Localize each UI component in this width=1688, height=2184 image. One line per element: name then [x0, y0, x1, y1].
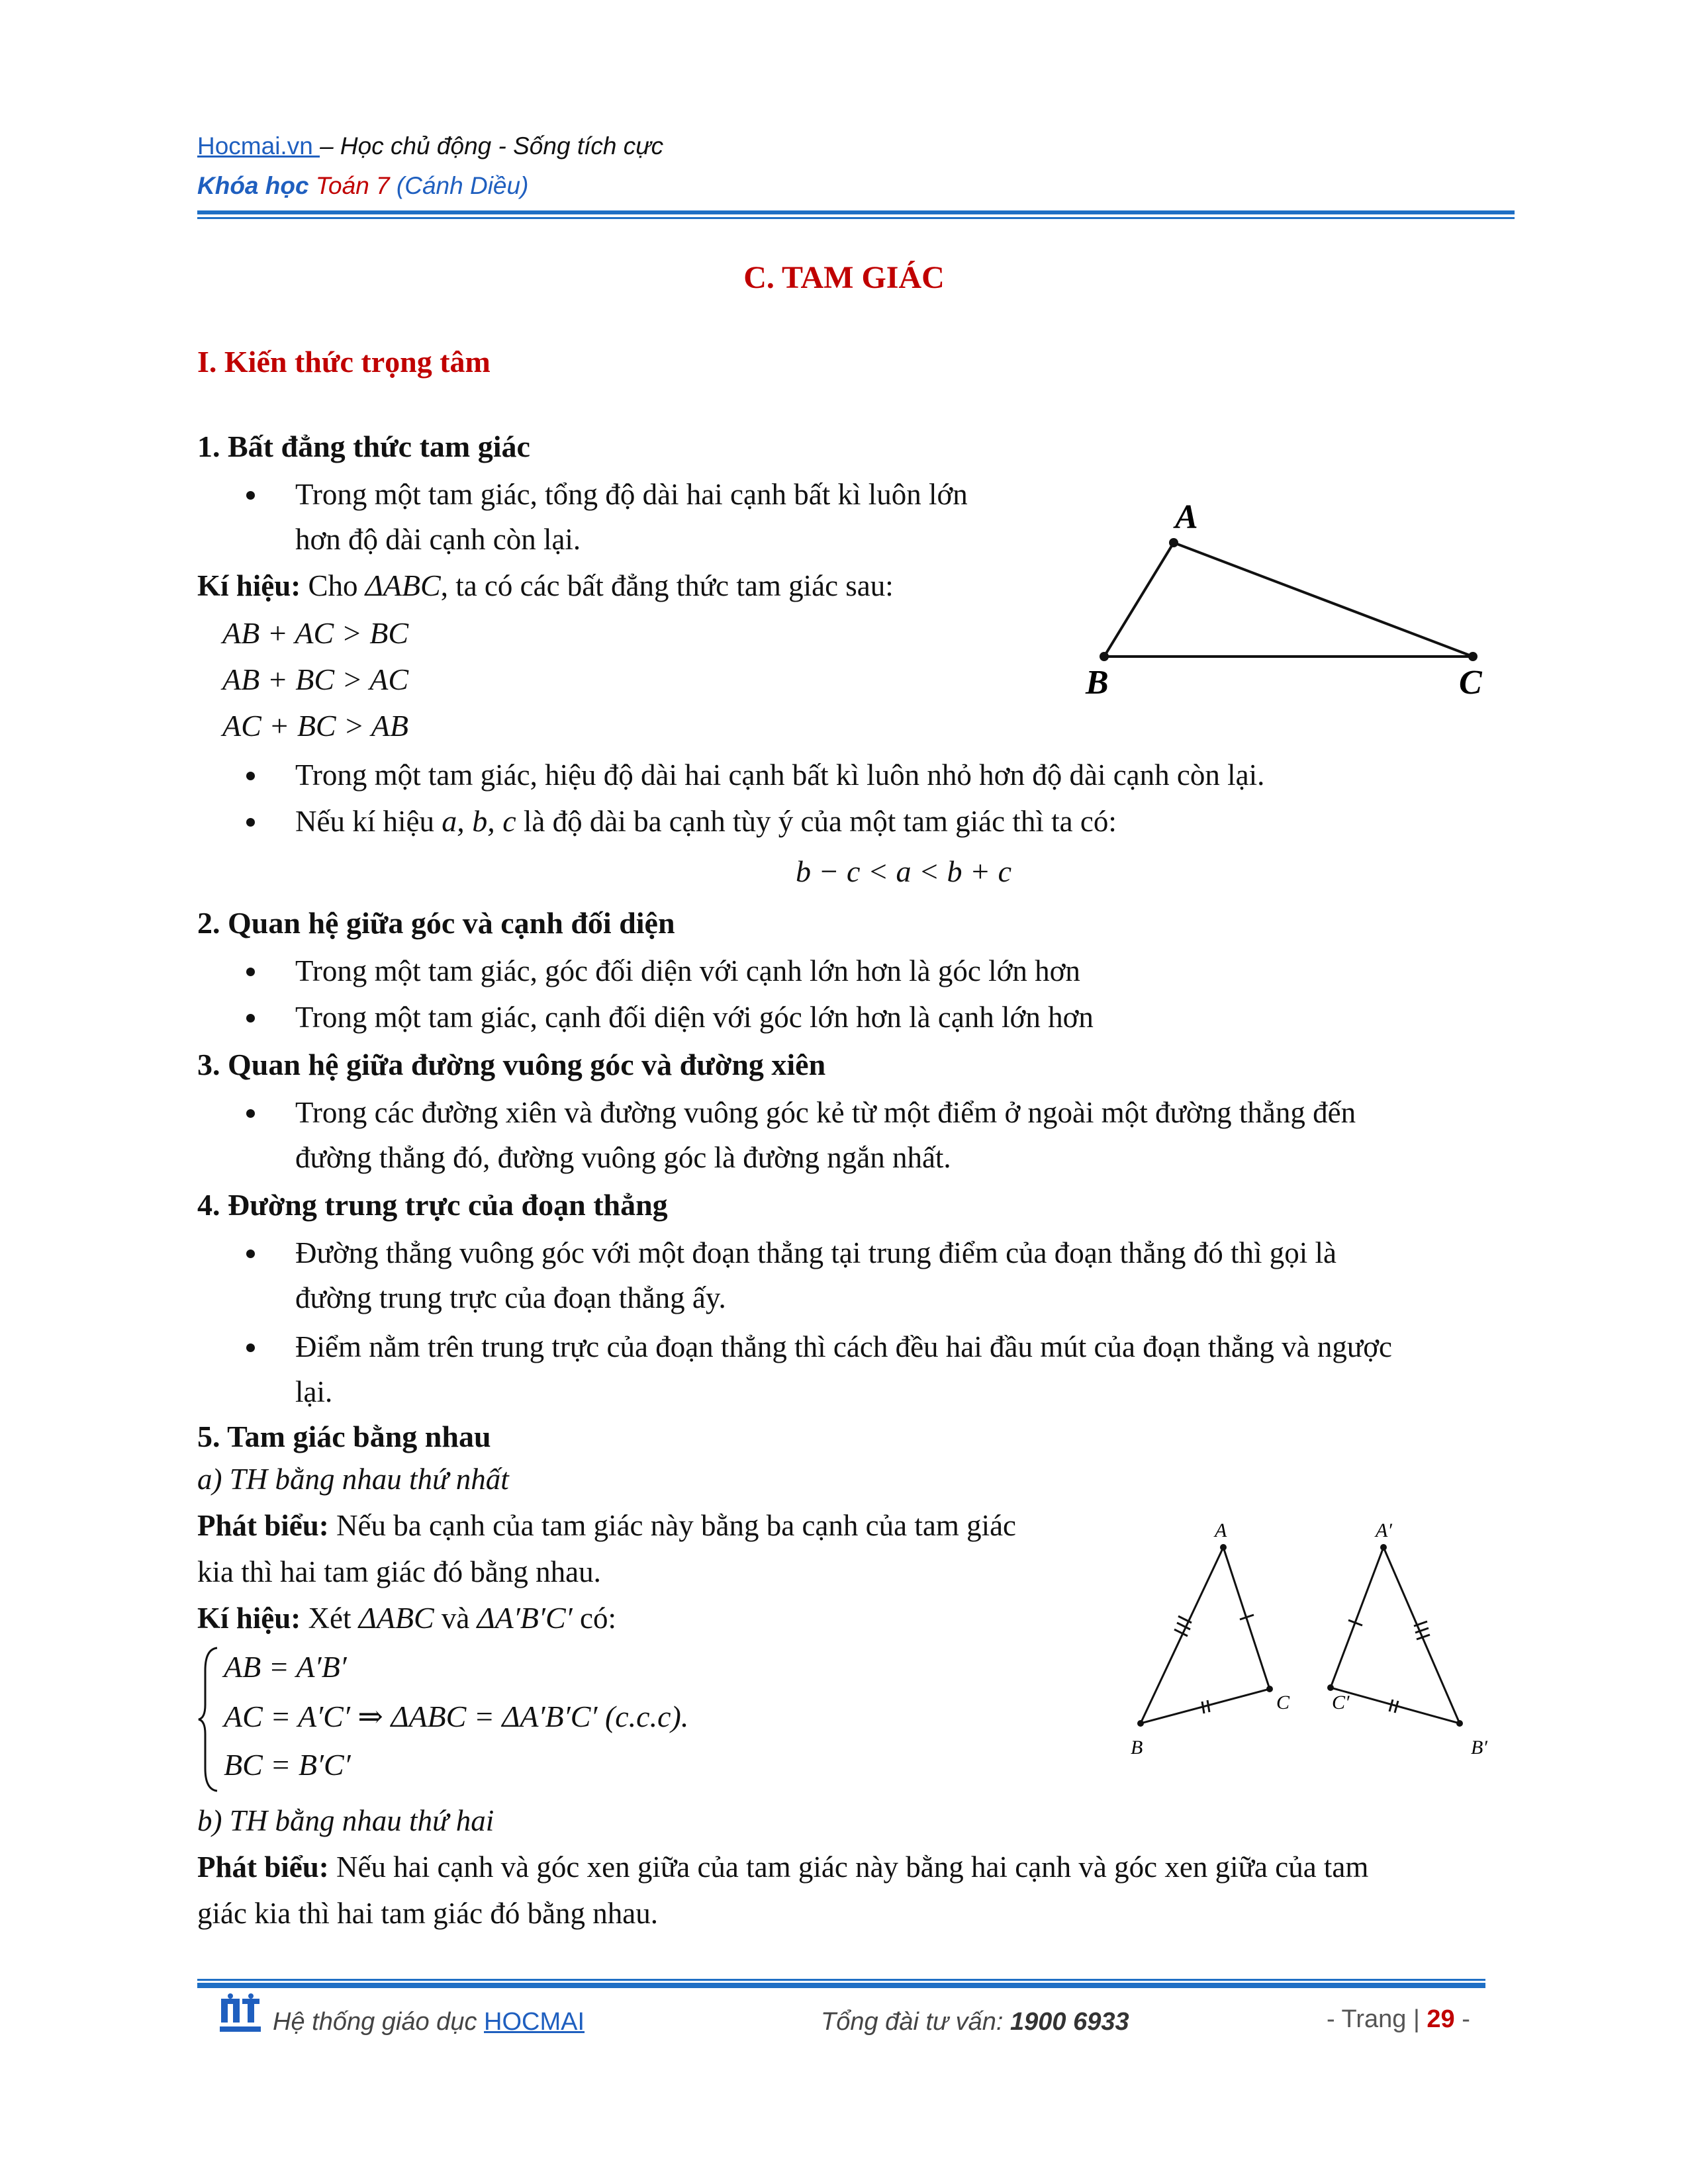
vertex-b — [1100, 652, 1109, 661]
case-a-heading: a) TH bằng nhau thứ nhất — [197, 1463, 509, 1496]
page-number: 29 — [1427, 2005, 1455, 2033]
s1-bullet1-line2: hơn độ dài cạnh còn lại. — [295, 523, 581, 556]
inequality-1: AB + AC > BC — [222, 616, 409, 650]
footer-rule-thin — [197, 1979, 1485, 1981]
formula-triangle-inequality: b − c < a < b + c — [796, 854, 1011, 888]
vertex-c-small — [1266, 1686, 1273, 1692]
system-result: ⇒ ΔABC = ΔA′B′C′ — [357, 1700, 598, 1733]
footer-rule-thick — [197, 1983, 1485, 1988]
kh-t1: ΔABC — [358, 1601, 434, 1635]
s3-bullet1-line2: đường thẳng đó, đường vuông góc là đường ngắn nhất. — [295, 1141, 951, 1174]
course-edition: (Cánh Diều) — [396, 172, 529, 199]
system-case: (c.c.c). — [604, 1700, 689, 1733]
s1-bullet1-line1: Trong một tam giác, tổng độ dài hai cạnh bất kì luôn lớn — [295, 478, 968, 511]
hotline-number: 1900 6933 — [1010, 2008, 1129, 2036]
heading-s3: 3. Quan hệ giữa đường vuông góc và đường xiên — [197, 1048, 826, 1081]
inequality-2: AB + BC > AC — [222, 662, 409, 696]
kh-t2: ΔA′B′C′ — [477, 1601, 573, 1635]
heading-s2: 2. Quan hệ giữa góc và cạnh đối diện — [197, 906, 675, 940]
bullet3-vars: a, b, c — [442, 804, 516, 838]
fig2-label-b: B — [1131, 1737, 1143, 1758]
tick-marks — [1174, 1615, 1430, 1713]
page-title: C. TAM GIÁC — [743, 260, 945, 295]
bullet-dot — [246, 968, 255, 976]
label-b: B — [1086, 664, 1109, 702]
triangle-abc-small-edges — [1141, 1547, 1270, 1723]
kihieu-post: , ta có các bất đẳng thức tam giác sau: — [440, 569, 894, 602]
bullet3-pre: Nếu kí hiệu — [295, 805, 442, 838]
s5-pb-a-line1 — [197, 1502, 1016, 1549]
system-brace — [196, 1644, 222, 1796]
kh-label: Kí hiệu: — [197, 1602, 301, 1635]
bullet-dot — [246, 1343, 255, 1352]
s5-kihieu — [197, 1595, 616, 1641]
case-b-heading: b) TH bằng nhau thứ hai — [197, 1804, 494, 1837]
slogan: – Học chủ động - Sống tích cực — [320, 132, 664, 159]
course-name: Toán 7 — [308, 172, 397, 199]
header-rule-thick — [197, 210, 1515, 214]
kihieu-pre: Cho — [301, 569, 365, 602]
s5-pb-a-line2: kia thì hai tam giác đó bằng nhau. — [197, 1555, 601, 1588]
course-prefix: Khóa học — [197, 172, 309, 199]
kihieu-math: ΔABC — [365, 569, 441, 602]
triangle-abc-figure — [1072, 483, 1536, 708]
system-eq-2 — [224, 1698, 688, 1734]
bullet-dot — [246, 1109, 255, 1118]
fig2-label-b2: B′ — [1471, 1737, 1487, 1758]
pb-a-text: Nếu ba cạnh của tam giác này bằng ba cạnh của tam giác — [328, 1509, 1017, 1542]
footer-hocmai-link[interactable]: HOCMAI — [484, 2008, 585, 2036]
fig2-label-c: C — [1276, 1692, 1290, 1713]
bullet-dot — [246, 491, 255, 500]
vertex-b2 — [1456, 1720, 1463, 1727]
bullet-dot — [246, 1250, 255, 1258]
heading-s1: 1. Bất đẳng thức tam giác — [197, 430, 530, 463]
bullet-dot — [246, 818, 255, 827]
footer-hotline — [821, 2008, 1129, 2036]
fig2-label-a2: A′ — [1376, 1520, 1392, 1541]
heading-s4: 4. Đường trung trực của đoạn thẳng — [197, 1188, 668, 1222]
header-line-2 — [197, 172, 528, 200]
system-eq-2-left: AC = A′C′ — [224, 1700, 350, 1733]
pb-b-text: Nếu hai cạnh và góc xen giữa của tam giác này bằng hai cạnh và góc xen giữa của tam — [328, 1850, 1369, 1884]
s1-bullet3 — [295, 798, 1117, 844]
vertex-a-small — [1220, 1544, 1227, 1551]
section-heading-i: I. Kiến thức trọng tâm — [197, 345, 491, 379]
triangle-a2b2c2-edges — [1331, 1547, 1460, 1723]
vertex-a2 — [1380, 1544, 1387, 1551]
triangle-abc-edges — [1104, 543, 1473, 657]
kh-pre: Xét — [301, 1602, 359, 1635]
system-eq-3: BC = B′C′ — [224, 1748, 351, 1782]
site-link[interactable]: Hocmai.vn — [197, 132, 320, 159]
s5-pb-b-line2: giác kia thì hai tam giác đó bằng nhau. — [197, 1897, 659, 1930]
pb-b-label: Phát biểu: — [197, 1850, 329, 1884]
label-c: C — [1459, 664, 1482, 702]
s2-bullet2: Trong một tam giác, cạnh đối diện với góc lớn hơn là cạnh lớn hơn — [295, 1001, 1094, 1034]
s4-bullet2-line2: lại. — [295, 1375, 333, 1408]
fig2-label-c2: C′ — [1332, 1692, 1350, 1713]
kihieu-label: Kí hiệu: — [197, 569, 301, 602]
s4-bullet1-line1: Đường thẳng vuông góc với một đoạn thẳng tại trung điểm của đoạn thẳng đó thì gọi là — [295, 1236, 1336, 1269]
inequality-3: AC + BC > AB — [222, 709, 409, 743]
footer-system-text: Hệ thống giáo dục — [273, 2008, 485, 2036]
bullet3-post: là độ dài ba cạnh tùy ý của một tam giác thì ta có: — [516, 805, 1117, 838]
bullet-dot — [246, 772, 255, 780]
fig2-label-a: A — [1215, 1520, 1227, 1541]
s4-bullet1-line2: đường trung trực của đoạn thẳng ấy. — [295, 1281, 726, 1314]
page-suffix: - — [1454, 2005, 1470, 2033]
heading-s5: 5. Tam giác bằng nhau — [197, 1420, 491, 1453]
vertex-c2 — [1327, 1684, 1334, 1691]
header-line-1 — [197, 132, 663, 160]
kh-and: và — [434, 1602, 477, 1635]
vertex-a — [1169, 538, 1178, 547]
s4-bullet2-line1: Điểm nằm trên trung trực của đoạn thẳng thì cách đều hai đầu mút của đoạn thẳng và ngược — [295, 1330, 1393, 1363]
bullet-dot — [246, 1014, 255, 1023]
footer-system — [273, 2008, 585, 2036]
label-a: A — [1175, 498, 1198, 536]
system-eq-1: AB = A′B′ — [224, 1650, 347, 1684]
page-prefix: - Trang | — [1327, 2005, 1427, 2033]
page-number-block — [1327, 2005, 1470, 2034]
s3-bullet1-line1: Trong các đường xiên và đường vuông góc kẻ từ một điểm ở ngoài một đường thẳng đến — [295, 1096, 1356, 1129]
kh-post: có: — [572, 1602, 616, 1635]
hotline-label: Tổng đài tư vấn: — [821, 2008, 1011, 2036]
s5-pb-b-line1 — [197, 1844, 1504, 1890]
hocmai-logo-icon — [218, 1993, 262, 2034]
s2-bullet1: Trong một tam giác, góc đối diện với cạnh lớn hơn là góc lớn hơn — [295, 954, 1080, 987]
header-rule-thin — [197, 217, 1515, 219]
vertex-c — [1468, 652, 1477, 661]
s1-bullet2: Trong một tam giác, hiệu độ dài hai cạnh bất kì luôn nhỏ hơn độ dài cạnh còn lại. — [295, 758, 1265, 792]
pb-label: Phát biểu: — [197, 1509, 329, 1542]
congruent-triangles-figure — [1112, 1509, 1509, 1767]
vertex-b-small — [1137, 1720, 1144, 1727]
s1-kihieu — [197, 563, 894, 609]
